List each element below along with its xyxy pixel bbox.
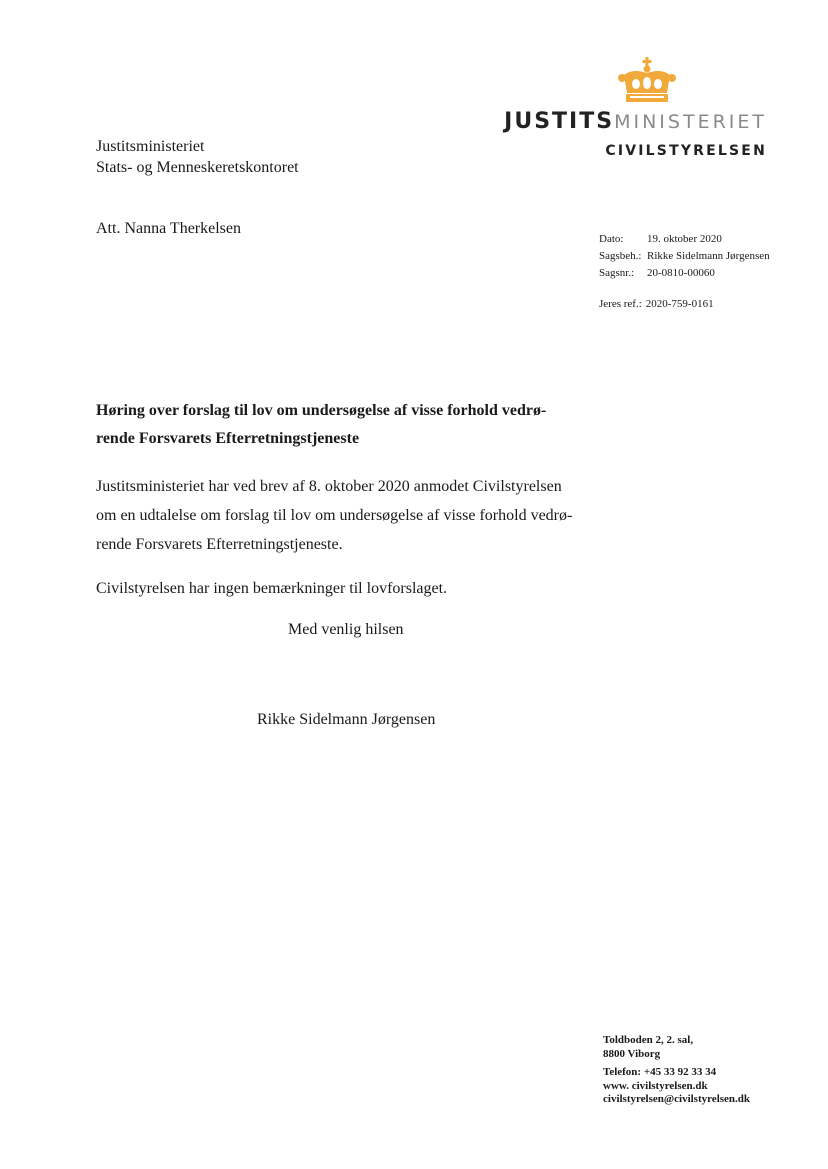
wordmark-bold: JUSTITS bbox=[504, 109, 615, 134]
wordmark-light: MINISTERIET bbox=[614, 111, 767, 133]
recipient-line-1: Justitsministeriet bbox=[96, 138, 205, 155]
letter-subject: Høring over forslag til lov om undersøgelse af visse forhold vedrø- rende Forsvarets Efterretningstjeneste bbox=[96, 402, 547, 447]
ministry-wordmark bbox=[504, 111, 767, 133]
footer-email: civilstyrelsen@civilstyrelsen.dk bbox=[603, 1093, 751, 1105]
body-paragraph-1: Justitsministeriet har ved brev af 8. oktober 2020 anmodet Civilstyrelsen om en udtalelse om forslag til lov om undersøgelse af visse forhold vedrø- rende Forsvarets Efterretningstjeneste. bbox=[96, 478, 573, 553]
footer-website: www. civilstyrelsen.dk bbox=[603, 1079, 708, 1092]
attention-line: Att. Nanna Therkelsen bbox=[96, 220, 241, 237]
recipient-line-2: Stats- og Menneskeretskontoret bbox=[96, 159, 299, 176]
footer-contact bbox=[603, 1034, 750, 1107]
signature-name: Rikke Sidelmann Jørgensen bbox=[257, 711, 436, 728]
meta-your-ref: Jeres ref.: 2020-759-0161 bbox=[599, 298, 714, 310]
body-paragraph-2: Civilstyrelsen har ingen bemærkninger til lovforslaget. bbox=[96, 580, 448, 597]
footer-address-2: 8800 Viborg bbox=[603, 1047, 661, 1060]
closing-salutation: Med venlig hilsen bbox=[288, 621, 404, 638]
letter-metadata bbox=[599, 231, 770, 313]
recipient-address bbox=[96, 136, 299, 178]
agency-name: CIVILSTYRELSEN bbox=[605, 143, 767, 159]
footer-phone: Telefon: +45 33 92 33 34 bbox=[603, 1066, 717, 1078]
meta-case-number: Sagsnr.: 20-0810-00060 bbox=[599, 267, 715, 279]
royal-crown-icon bbox=[618, 57, 676, 105]
meta-caseworker: Sagsbeh.: Rikke Sidelmann Jørgensen bbox=[599, 250, 770, 262]
footer-address-1: Toldboden 2, 2. sal, bbox=[603, 1034, 694, 1046]
meta-date: Dato: 19. oktober 2020 bbox=[599, 233, 722, 245]
